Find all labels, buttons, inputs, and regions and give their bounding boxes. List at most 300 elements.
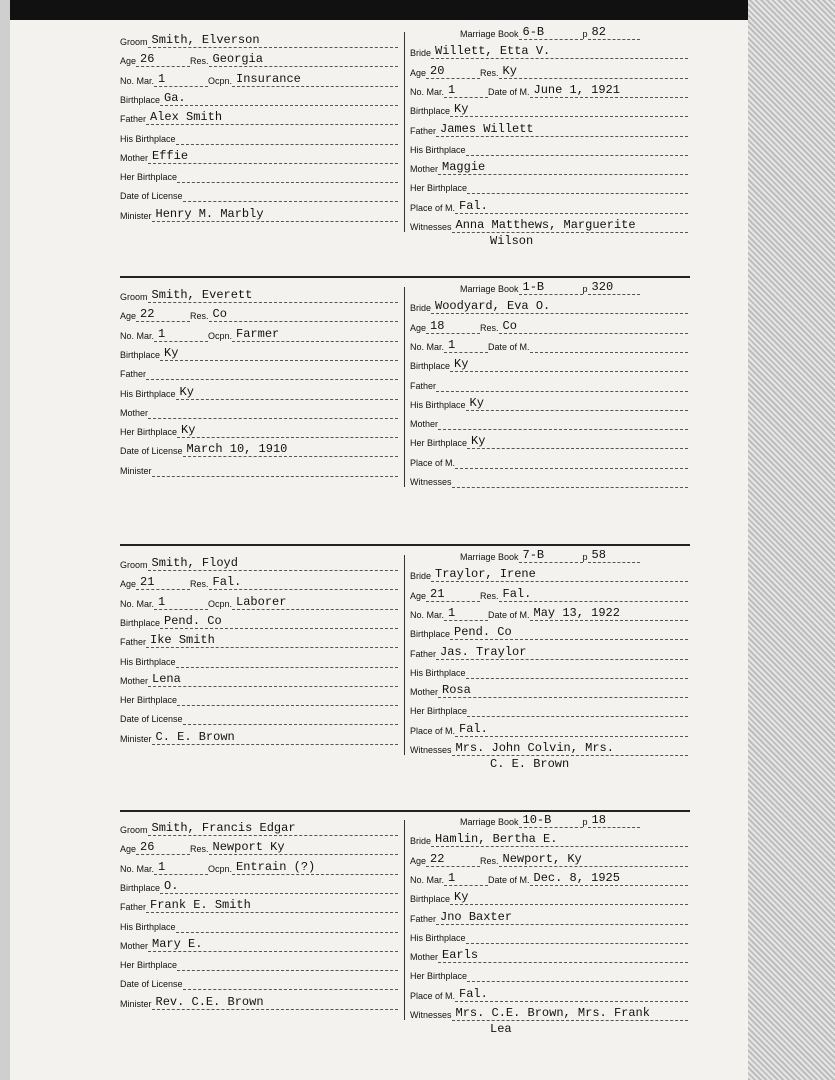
- field-label: Res.: [190, 56, 209, 67]
- field-label: Res.: [480, 67, 499, 78]
- field-label: Res.: [480, 855, 499, 866]
- field-label: Res.: [190, 311, 209, 322]
- field-label: Age: [410, 855, 427, 866]
- field-label: His Birthplace: [120, 656, 176, 667]
- field-value: Ky: [176, 385, 398, 400]
- field-label: Birthplace: [410, 894, 451, 905]
- bride-row: [410, 138, 688, 156]
- field-value: Pend. Co: [450, 625, 688, 640]
- groom-row: [120, 953, 398, 971]
- field-label: Birthplace: [410, 361, 451, 372]
- field-label: Her Birthplace: [410, 706, 468, 717]
- field-label: No. Mar.: [410, 609, 445, 620]
- field-value: [438, 415, 688, 430]
- groom-row: [120, 285, 398, 303]
- field-value: [177, 691, 398, 706]
- field-label: Witnesses: [410, 222, 452, 232]
- field-value: Fal.: [455, 722, 688, 737]
- groom-row: [120, 650, 398, 668]
- field-label: Birthplace: [410, 106, 451, 117]
- field-label: No. Mar.: [410, 341, 445, 352]
- field-label: Father: [120, 114, 147, 125]
- field-value: Fal.: [455, 987, 688, 1002]
- field-label: Place of M.: [410, 990, 456, 1001]
- field-value: 18: [426, 319, 480, 334]
- field-value: [176, 653, 398, 668]
- bride-row: [410, 868, 688, 886]
- field-label: Age: [120, 311, 137, 322]
- groom-row: [120, 727, 398, 745]
- field-value: [530, 338, 688, 353]
- bride-row: [410, 829, 688, 847]
- field-value: May 13, 1922: [530, 606, 688, 621]
- field-label: His Birthplace: [410, 144, 466, 155]
- bride-row: [410, 470, 688, 488]
- field-value: Fal.: [455, 199, 688, 214]
- bride-row: [410, 316, 688, 334]
- field-value: 10-B: [519, 813, 583, 828]
- groom-row: [120, 69, 398, 87]
- groom-row: [120, 107, 398, 125]
- bride-row: [460, 22, 640, 40]
- field-value: 1: [444, 606, 488, 621]
- bride-row: [410, 80, 688, 98]
- field-value: [466, 929, 688, 944]
- groom-row: [120, 553, 398, 571]
- field-value: 82: [588, 25, 640, 40]
- field-value: Newport, Ky: [499, 852, 688, 867]
- field-label: Place of M.: [410, 725, 456, 736]
- field-label: Birthplace: [120, 882, 161, 893]
- groom-row: [120, 992, 398, 1010]
- bride-row: [410, 984, 688, 1002]
- bride-row: [410, 849, 688, 867]
- field-label: Mother: [410, 419, 439, 430]
- field-value: [183, 187, 398, 202]
- field-label: Mother: [120, 407, 149, 418]
- groom-row: [120, 146, 398, 164]
- field-value: [177, 956, 398, 971]
- field-label: Res.: [480, 322, 499, 333]
- field-label: Groom: [120, 825, 148, 835]
- groom-row: [120, 895, 398, 913]
- field-value: [467, 702, 688, 717]
- field-label: Mother: [120, 152, 149, 163]
- field-label: No. Mar.: [120, 330, 155, 341]
- field-value: [466, 141, 688, 156]
- field-value: Mrs. C.E. Brown, Mrs. Frank: [452, 1006, 688, 1021]
- field-value: [183, 710, 398, 725]
- field-label: Birthplace: [120, 349, 161, 360]
- field-value: Alex Smith: [146, 110, 398, 125]
- groom-row: [120, 343, 398, 361]
- field-label: Groom: [120, 37, 148, 47]
- groom-row: [120, 49, 398, 67]
- field-label: No. Mar.: [120, 598, 155, 609]
- field-label: Her Birthplace: [120, 960, 178, 971]
- field-value: Newport Ky: [209, 840, 398, 855]
- field-value: 18: [588, 813, 640, 828]
- groom-row: [120, 184, 398, 202]
- field-label: Ocpn.: [208, 598, 233, 609]
- field-value: March 10, 1910: [183, 442, 398, 457]
- field-value: 7-B: [519, 548, 583, 563]
- field-value: 20: [426, 64, 480, 79]
- field-label: Marriage Book: [460, 817, 519, 827]
- bride-row: [410, 215, 688, 233]
- field-value: [177, 168, 398, 183]
- field-value: 6-B: [519, 25, 583, 40]
- groom-row: [120, 401, 398, 419]
- groom-row: [120, 818, 398, 836]
- witnesses-continued: Lea: [490, 1022, 512, 1037]
- field-value: Ike Smith: [146, 633, 398, 648]
- field-label: Mother: [410, 952, 439, 963]
- groom-row: [120, 304, 398, 322]
- field-value: Dec. 8, 1925: [530, 871, 688, 886]
- field-label: His Birthplace: [410, 667, 466, 678]
- witnesses-continued: C. E. Brown: [490, 757, 570, 772]
- field-value: Georgia: [209, 52, 398, 67]
- field-label: Minister: [120, 998, 152, 1009]
- field-label: Bride: [410, 571, 432, 582]
- field-label: Father: [410, 648, 437, 659]
- field-label: No. Mar.: [410, 86, 445, 97]
- field-label: p: [582, 284, 588, 294]
- field-label: Her Birthplace: [120, 172, 178, 183]
- field-value: 1: [154, 327, 208, 342]
- field-label: Age: [120, 579, 137, 590]
- field-label: Bride: [410, 836, 432, 847]
- field-value: Fal.: [209, 575, 398, 590]
- field-value: Fal.: [499, 587, 688, 602]
- field-label: Date of License: [120, 714, 183, 725]
- field-value: Ky: [499, 64, 688, 79]
- field-value: 21: [136, 575, 190, 590]
- groom-row: [120, 837, 398, 855]
- field-value: Insurance: [232, 72, 398, 87]
- field-value: Maggie: [438, 160, 688, 175]
- field-label: Mother: [410, 164, 439, 175]
- bride-row: [410, 393, 688, 411]
- field-label: His Birthplace: [120, 921, 176, 932]
- field-value: 58: [588, 548, 640, 563]
- field-label: Place of M.: [410, 202, 456, 213]
- groom-row: [120, 592, 398, 610]
- bride-row: [410, 738, 688, 756]
- scan-top-border: [0, 0, 835, 20]
- field-value: Ky: [467, 434, 688, 449]
- field-value: Effie: [148, 149, 398, 164]
- field-value: [452, 473, 688, 488]
- field-label: Father: [120, 369, 147, 380]
- bride-row: [410, 354, 688, 372]
- bride-row: [410, 926, 688, 944]
- field-label: Her Birthplace: [120, 695, 178, 706]
- field-value: Ky: [160, 346, 398, 361]
- bride-row: [410, 157, 688, 175]
- column-divider: [404, 32, 405, 232]
- field-label: Date of M.: [488, 86, 530, 97]
- bride-row: [460, 810, 640, 828]
- field-label: Date of License: [120, 446, 183, 457]
- field-label: Date of M.: [488, 874, 530, 885]
- field-value: Mrs. John Colvin, Mrs.: [452, 741, 688, 756]
- field-label: Age: [120, 844, 137, 855]
- groom-row: [120, 30, 398, 48]
- bride-row: [410, 1003, 688, 1021]
- field-label: Ocpn.: [208, 75, 233, 86]
- field-value: Ky: [450, 357, 688, 372]
- groom-row: [120, 382, 398, 400]
- field-value: [152, 462, 398, 477]
- bride-row: [410, 335, 688, 353]
- field-label: Her Birthplace: [410, 971, 468, 982]
- field-value: Frank E. Smith: [146, 898, 398, 913]
- field-label: No. Mar.: [120, 75, 155, 86]
- field-value: Smith, Elverson: [148, 33, 398, 48]
- field-label: Ocpn.: [208, 330, 233, 341]
- groom-row: [120, 915, 398, 933]
- field-label: Age: [410, 590, 427, 601]
- field-label: p: [582, 552, 588, 562]
- field-value: Farmer: [232, 327, 398, 342]
- field-label: Groom: [120, 560, 148, 570]
- bride-row: [460, 545, 640, 563]
- bride-row: [460, 277, 640, 295]
- field-value: 22: [136, 307, 190, 322]
- groom-row: [120, 362, 398, 380]
- groom-row: [120, 420, 398, 438]
- field-value: June 1, 1921: [530, 83, 688, 98]
- field-label: Witnesses: [410, 745, 452, 755]
- groom-row: [120, 324, 398, 342]
- field-value: 1-B: [519, 280, 583, 295]
- field-value: 1: [154, 860, 208, 875]
- field-value: Rev. C.E. Brown: [152, 995, 398, 1010]
- field-value: [467, 179, 688, 194]
- field-label: Bride: [410, 303, 432, 314]
- field-label: Mother: [120, 675, 149, 686]
- field-value: Smith, Floyd: [148, 556, 398, 571]
- bride-row: [410, 119, 688, 137]
- field-label: Her Birthplace: [120, 427, 178, 438]
- field-value: Woodyard, Eva O.: [431, 299, 688, 314]
- field-value: O.: [160, 879, 398, 894]
- field-value: Willett, Etta V.: [431, 44, 688, 59]
- groom-row: [120, 572, 398, 590]
- field-value: [436, 377, 688, 392]
- groom-row: [120, 204, 398, 222]
- bride-row: [410, 451, 688, 469]
- field-value: 21: [426, 587, 480, 602]
- groom-row: [120, 934, 398, 952]
- field-value: James Willett: [436, 122, 688, 137]
- field-label: Minister: [120, 733, 152, 744]
- field-label: Bride: [410, 48, 432, 59]
- field-label: Minister: [120, 465, 152, 476]
- bride-row: [410, 176, 688, 194]
- field-value: 1: [444, 871, 488, 886]
- field-value: Traylor, Irene: [431, 567, 688, 582]
- bride-row: [410, 622, 688, 640]
- field-value: [455, 454, 688, 469]
- field-value: [146, 365, 398, 380]
- field-value: 1: [444, 338, 488, 353]
- field-value: [467, 967, 688, 982]
- field-value: [176, 918, 398, 933]
- field-value: Co: [209, 307, 398, 322]
- field-value: 26: [136, 840, 190, 855]
- column-divider: [404, 555, 405, 755]
- bride-row: [410, 603, 688, 621]
- field-value: 26: [136, 52, 190, 67]
- field-label: Father: [410, 380, 437, 391]
- bride-row: [410, 61, 688, 79]
- bride-row: [410, 431, 688, 449]
- bride-row: [410, 374, 688, 392]
- field-value: Mary E.: [148, 937, 398, 952]
- field-value: 1: [154, 595, 208, 610]
- field-label: Witnesses: [410, 477, 452, 487]
- field-label: Date of License: [120, 979, 183, 990]
- bride-row: [410, 564, 688, 582]
- groom-row: [120, 857, 398, 875]
- groom-row: [120, 165, 398, 183]
- groom-row: [120, 630, 398, 648]
- groom-row: [120, 876, 398, 894]
- field-value: Co: [499, 319, 688, 334]
- field-value: [148, 404, 398, 419]
- groom-row: [120, 688, 398, 706]
- field-value: Jas. Traylor: [436, 645, 688, 660]
- bride-row: [410, 584, 688, 602]
- field-value: Earls: [438, 948, 688, 963]
- bride-row: [410, 719, 688, 737]
- field-value: C. E. Brown: [152, 730, 398, 745]
- bride-row: [410, 296, 688, 314]
- field-label: Res.: [480, 590, 499, 601]
- field-value: Lena: [148, 672, 398, 687]
- field-label: Father: [120, 902, 147, 913]
- field-value: Rosa: [438, 683, 688, 698]
- field-label: Age: [410, 322, 427, 333]
- field-label: p: [582, 817, 588, 827]
- field-label: Marriage Book: [460, 284, 519, 294]
- field-label: Birthplace: [410, 629, 451, 640]
- field-value: 1: [444, 83, 488, 98]
- field-label: Age: [120, 56, 137, 67]
- bride-row: [410, 642, 688, 660]
- field-label: Res.: [190, 579, 209, 590]
- field-value: [176, 130, 398, 145]
- bride-row: [410, 41, 688, 59]
- groom-row: [120, 669, 398, 687]
- field-label: Father: [120, 637, 147, 648]
- field-value: Anna Matthews, Marguerite: [452, 218, 688, 233]
- field-value: 22: [426, 852, 480, 867]
- groom-row: [120, 707, 398, 725]
- field-label: His Birthplace: [410, 932, 466, 943]
- field-value: Henry M. Marbly: [152, 207, 398, 222]
- bride-row: [410, 964, 688, 982]
- field-value: Ky: [177, 423, 398, 438]
- field-label: Mother: [410, 687, 439, 698]
- field-value: [183, 975, 398, 990]
- bride-row: [410, 412, 688, 430]
- column-divider: [404, 820, 405, 1020]
- scan-right-edge: [748, 0, 835, 1080]
- field-label: No. Mar.: [410, 874, 445, 885]
- field-label: Birthplace: [120, 94, 161, 105]
- field-label: Her Birthplace: [410, 438, 468, 449]
- field-value: Hamlin, Bertha E.: [431, 832, 688, 847]
- field-label: Minister: [120, 210, 152, 221]
- field-label: Groom: [120, 292, 148, 302]
- field-label: No. Mar.: [120, 863, 155, 874]
- field-label: Place of M.: [410, 457, 456, 468]
- bride-row: [410, 887, 688, 905]
- bride-row: [410, 907, 688, 925]
- field-label: His Birthplace: [120, 133, 176, 144]
- scan-left-edge: [0, 0, 10, 1080]
- groom-row: [120, 127, 398, 145]
- field-label: Date of M.: [488, 609, 530, 620]
- bride-row: [410, 680, 688, 698]
- field-value: 320: [588, 280, 640, 295]
- field-value: Ky: [450, 102, 688, 117]
- field-value: [466, 664, 688, 679]
- field-value: Ky: [450, 890, 688, 905]
- field-label: p: [582, 29, 588, 39]
- field-value: Laborer: [232, 595, 398, 610]
- groom-row: [120, 439, 398, 457]
- field-label: Ocpn.: [208, 863, 233, 874]
- field-value: 1: [154, 72, 208, 87]
- field-label: Marriage Book: [460, 552, 519, 562]
- field-value: Smith, Everett: [148, 288, 398, 303]
- field-label: Mother: [120, 940, 149, 951]
- groom-row: [120, 459, 398, 477]
- witnesses-continued: Wilson: [490, 234, 534, 249]
- field-value: Entrain (?): [232, 860, 398, 875]
- field-value: Smith, Francis Edgar: [148, 821, 398, 836]
- bride-row: [410, 99, 688, 117]
- field-label: Father: [410, 913, 437, 924]
- field-label: His Birthplace: [120, 388, 176, 399]
- field-label: Her Birthplace: [410, 183, 468, 194]
- bride-row: [410, 196, 688, 214]
- groom-row: [120, 972, 398, 990]
- field-value: Ky: [466, 396, 688, 411]
- field-label: Witnesses: [410, 1010, 452, 1020]
- field-value: Ga.: [160, 91, 398, 106]
- field-value: Jno Baxter: [436, 910, 688, 925]
- field-label: Res.: [190, 844, 209, 855]
- field-label: Age: [410, 67, 427, 78]
- field-label: Date of M.: [488, 341, 530, 352]
- field-label: Father: [410, 125, 437, 136]
- bride-row: [410, 699, 688, 717]
- bride-row: [410, 945, 688, 963]
- field-label: Date of License: [120, 191, 183, 202]
- groom-row: [120, 611, 398, 629]
- field-label: His Birthplace: [410, 399, 466, 410]
- field-value: Pend. Co: [160, 614, 398, 629]
- groom-row: [120, 88, 398, 106]
- column-divider: [404, 287, 405, 487]
- bride-row: [410, 661, 688, 679]
